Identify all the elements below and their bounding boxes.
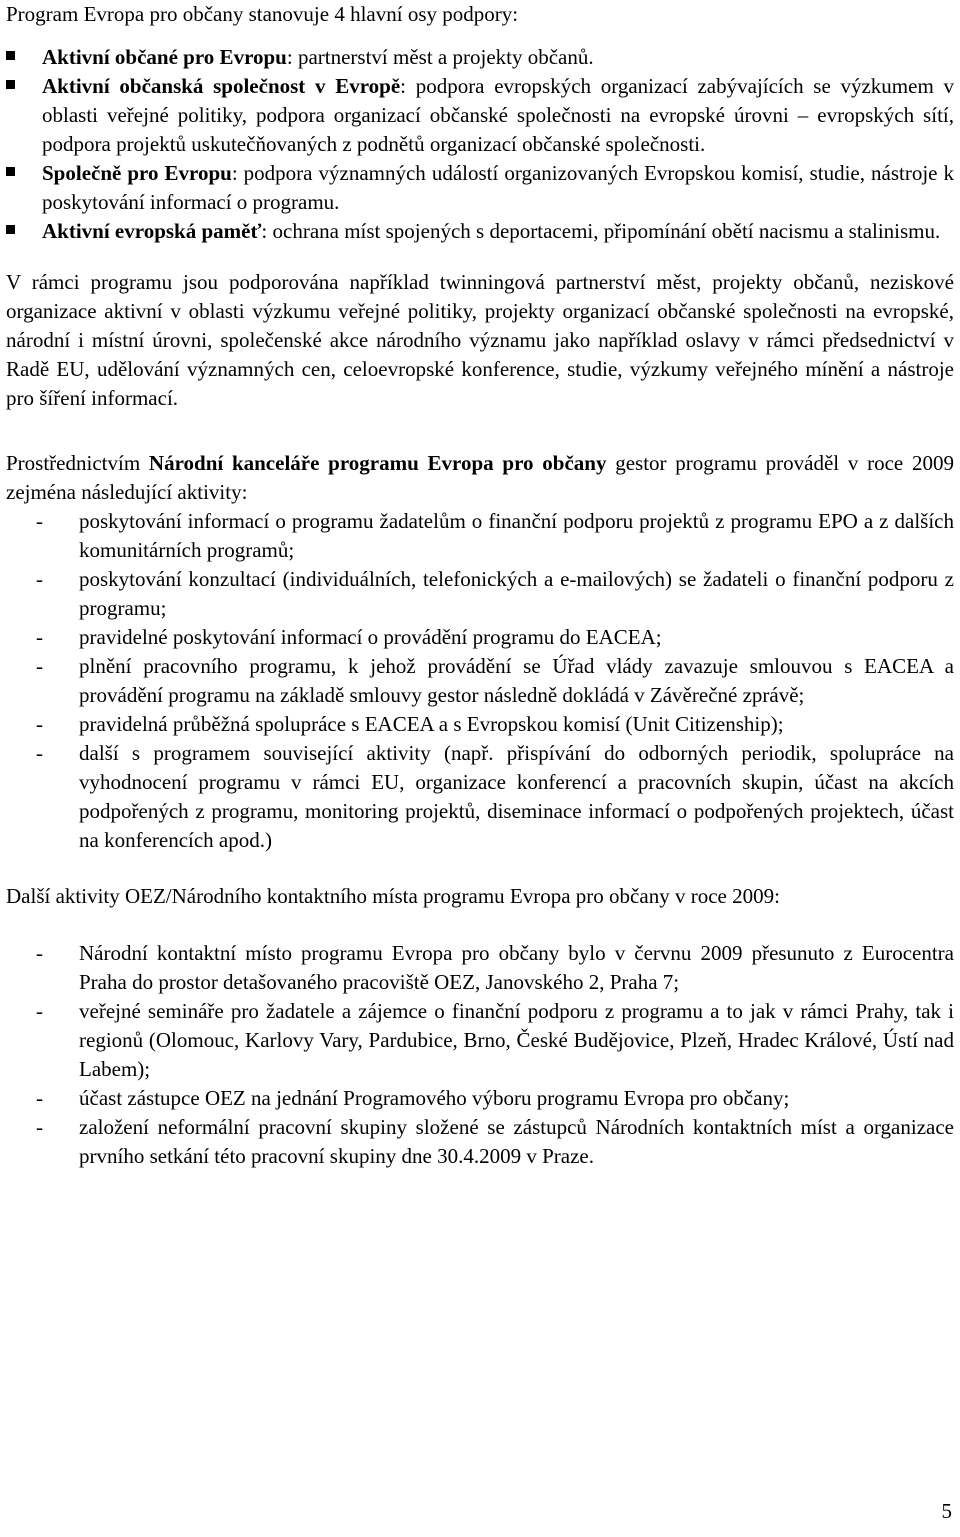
axis-text: : ochrana míst spojených s deportacemi, připomínání obětí nacismu a stalinismu. [261,219,941,243]
activity-item [6,623,954,652]
office-name: Národní kanceláře programu Evropa pro občany [148,451,607,475]
axis-item [6,217,954,246]
document-page [6,0,954,1171]
other-activity-text: účast zástupce OEZ na jednání Programového výboru programu Evropa pro občany; [79,1086,790,1110]
other-activities-heading: Další aktivity OEZ/Národního kontaktního místa programu Evropa pro občany v roce 2009: [6,884,780,908]
other-activity-text: Národní kontaktní místo programu Evropa pro občany bylo v červnu 2009 přesunuto z Eurocentra Praha do prostor detašovaného pracoviště OEZ, Janovského 2, Praha 7; [79,941,954,994]
supported-projects-paragraph: V rámci programu jsou podporována například twinningová partnerství měst, projekty občanů, neziskové organizace aktivní v oblasti výzkumu veřejné politiky, projekty organizací občanské společnosti na evropské, národní i místní úrovni, společenské akce národního významu jako například oslavy v rámci předsednictví v Radě EU, udělování významných cen, celoevropské konference, studie, výzkumy veřejného mínění a nástroje pro šíření informací. [6,270,954,410]
dash-marker: - [36,999,43,1023]
dash-marker: - [36,654,43,678]
square-bullet-icon [6,80,15,89]
activity-item [6,739,954,855]
axis-text: : podpora evropských organizací zabývajících se výzkumem v oblasti veřejné politiky, podpora organizací občanské společnosti na evropské úrovni – evropských sítí, podpora projektů uskutečňovaných z podnětů organizací občanské společnosti. [42,74,955,156]
other-activity-item [6,1084,954,1113]
other-activity-text: založení neformální pracovní skupiny složené se zástupců Národních kontaktních míst a organizace prvního setkání této pracovní skupiny dne 30.4.2009 v Praze. [79,1115,954,1168]
dash-marker: - [36,941,43,965]
intro-text: Program Evropa pro občany stanovuje 4 hlavní osy podpory: [6,2,519,26]
other-activities-list [6,939,954,1171]
office-pre: Prostřednictvím [6,451,149,475]
square-bullet-icon [6,225,15,234]
dash-marker: - [36,567,43,591]
activity-text: poskytování konzultací (individuálních, telefonických a e-mailových) se žadateli o finanční podporu z programu; [79,567,954,620]
activity-text: další s programem související aktivity (např. přispívání do odborných periodik, spolupráce na vyhodnocení programu v rámci EU, organizace konferencí a pracovních skupin, účast na akcích podpořených z programu, monitoring projektů, diseminace informací o podpořených projektech, účast na konferencích apod.) [79,741,954,852]
square-bullet-icon [6,51,15,60]
axis-title: Společně pro Evropu [42,161,232,185]
axis-text: : podpora významných událostí organizovaných Evropskou komisí, studie, nástroje k poskytování informací o programu. [42,161,954,214]
dash-marker: - [36,1086,43,1110]
axes-list [6,43,954,246]
other-activity-text: veřejné semináře pro žadatele a zájemce o finanční podporu z programu a to jak v rámci Prahy, tak i regionů (Olomouc, Karlovy Vary, Pardubice, Brno, České Budějovice, Plzeň, Hradec Králové, Ústí nad Labem); [79,999,954,1081]
activity-item [6,652,954,710]
other-activity-item [6,997,954,1084]
other-activity-item [6,939,954,997]
axis-item [6,72,954,159]
dash-marker: - [36,1115,43,1139]
office-paragraph [6,449,954,507]
activity-text: pravidelné poskytování informací o provádění programu do EACEA; [79,625,662,649]
axis-title: Aktivní občané pro Evropu [42,45,287,69]
dash-marker: - [36,741,43,765]
axis-item [6,159,954,217]
activity-item [6,710,954,739]
activity-text: pravidelná průběžná spolupráce s EACEA a s Evropskou komisí (Unit Citizenship); [79,712,784,736]
activity-item [6,565,954,623]
square-bullet-icon [6,167,15,176]
axis-title: Aktivní evropská paměť [42,219,262,243]
office-post: gestor programu prováděl v roce 2009 zejména následující aktivity: [6,451,954,504]
dash-marker: - [36,625,43,649]
activity-text: poskytování informací o programu žadatelům o finanční podporu projektů z programu EPO a z dalších komunitárních programů; [79,509,954,562]
axis-text: : partnerství měst a projekty občanů. [286,45,594,69]
page-number: 5 [941,1499,952,1523]
axis-item [6,43,954,72]
dash-marker: - [36,712,43,736]
other-activity-item [6,1113,954,1171]
activities-list [6,507,954,855]
activity-text: plnění pracovního programu, k jehož provádění se Úřad vlády zavazuje smlouvou s EACEA a provádění programu na základě smlouvy gestor následně dokládá v Závěrečné zprávě; [79,654,954,707]
dash-marker: - [36,509,43,533]
activity-item [6,507,954,565]
axis-title: Aktivní občanská společnost v Evropě [42,74,401,98]
